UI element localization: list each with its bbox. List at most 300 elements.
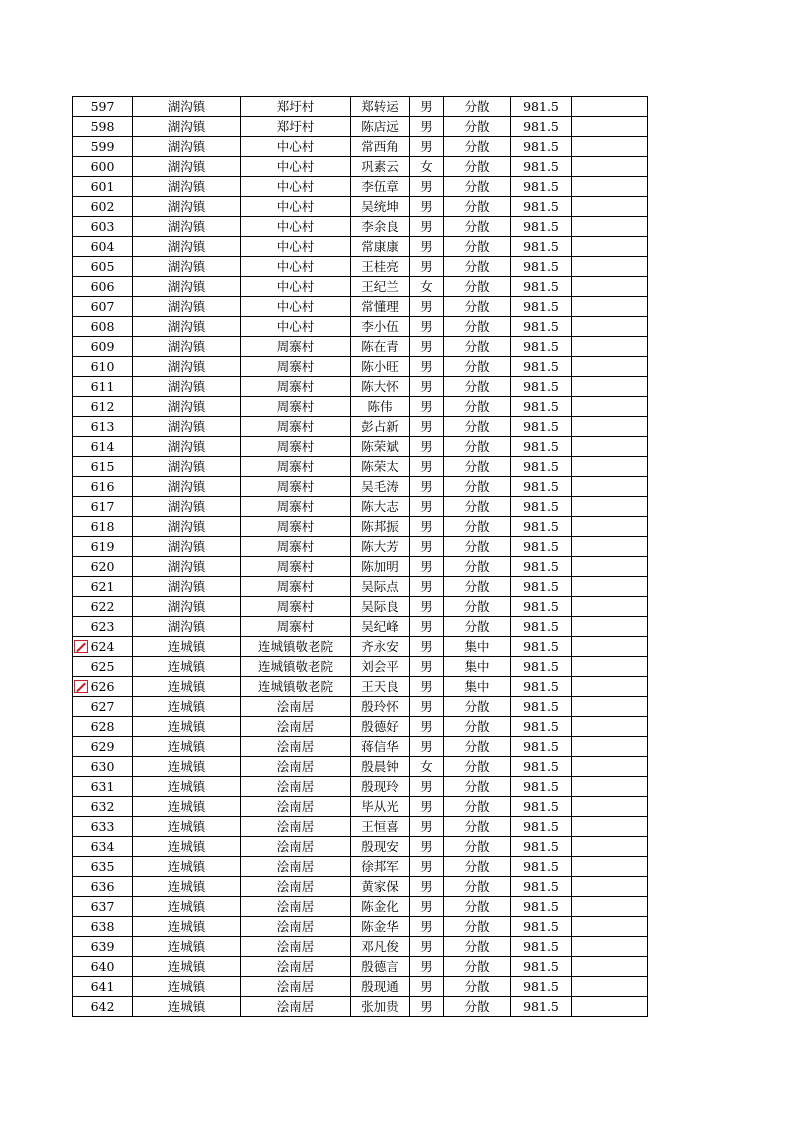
- cell-name[interactable]: 常康康: [351, 237, 410, 257]
- cell-support-type[interactable]: 分散: [444, 617, 511, 637]
- cell-support-type[interactable]: 分散: [444, 757, 511, 777]
- cell-support-type[interactable]: 分散: [444, 377, 511, 397]
- cell-number[interactable]: [73, 977, 133, 997]
- cell-town[interactable]: 湖沟镇: [133, 357, 241, 377]
- cell-support-type[interactable]: 分散: [444, 557, 511, 577]
- cell-remark[interactable]: [572, 277, 648, 297]
- cell-remark[interactable]: [572, 177, 648, 197]
- cell-number[interactable]: [73, 377, 133, 397]
- cell-amount[interactable]: 981.5: [511, 997, 572, 1017]
- cell-support-type[interactable]: 分散: [444, 937, 511, 957]
- cell-amount[interactable]: 981.5: [511, 197, 572, 217]
- cell-support-type[interactable]: 集中: [444, 657, 511, 677]
- cell-town[interactable]: 连城镇: [133, 777, 241, 797]
- cell-gender[interactable]: 男: [410, 777, 444, 797]
- cell-town[interactable]: 连城镇: [133, 937, 241, 957]
- cell-town[interactable]: 湖沟镇: [133, 537, 241, 557]
- cell-support-type[interactable]: 分散: [444, 297, 511, 317]
- cell-number[interactable]: [73, 117, 133, 137]
- cell-name[interactable]: 陈金化: [351, 897, 410, 917]
- cell-town[interactable]: 连城镇: [133, 857, 241, 877]
- cell-village[interactable]: 浍南居: [241, 797, 351, 817]
- cell-number[interactable]: [73, 597, 133, 617]
- cell-support-type[interactable]: 集中: [444, 677, 511, 697]
- cell-name[interactable]: 李小伍: [351, 317, 410, 337]
- cell-town[interactable]: 连城镇: [133, 997, 241, 1017]
- cell-remark[interactable]: [572, 117, 648, 137]
- cell-name[interactable]: 王桂亮: [351, 257, 410, 277]
- cell-gender[interactable]: 男: [410, 337, 444, 357]
- cell-remark[interactable]: [572, 437, 648, 457]
- cell-number[interactable]: [73, 417, 133, 437]
- cell-village[interactable]: 周寨村: [241, 497, 351, 517]
- cell-name[interactable]: 李余良: [351, 217, 410, 237]
- cell-number[interactable]: [73, 137, 133, 157]
- cell-number[interactable]: [73, 557, 133, 577]
- cell-number[interactable]: [73, 757, 133, 777]
- cell-amount[interactable]: 981.5: [511, 217, 572, 237]
- cell-amount[interactable]: 981.5: [511, 817, 572, 837]
- cell-village[interactable]: 浍南居: [241, 997, 351, 1017]
- cell-town[interactable]: 连城镇: [133, 637, 241, 657]
- cell-remark[interactable]: [572, 697, 648, 717]
- cell-town[interactable]: 湖沟镇: [133, 177, 241, 197]
- cell-town[interactable]: 湖沟镇: [133, 277, 241, 297]
- cell-name[interactable]: 齐永安: [351, 637, 410, 657]
- cell-town[interactable]: 连城镇: [133, 977, 241, 997]
- cell-village[interactable]: 浍南居: [241, 717, 351, 737]
- cell-town[interactable]: 连城镇: [133, 957, 241, 977]
- cell-number[interactable]: [73, 177, 133, 197]
- cell-amount[interactable]: 981.5: [511, 937, 572, 957]
- cell-remark[interactable]: [572, 517, 648, 537]
- cell-support-type[interactable]: 分散: [444, 897, 511, 917]
- cell-gender[interactable]: 男: [410, 177, 444, 197]
- cell-gender[interactable]: 男: [410, 957, 444, 977]
- cell-remark[interactable]: [572, 617, 648, 637]
- cell-number[interactable]: [73, 717, 133, 737]
- cell-name[interactable]: 殷玲怀: [351, 697, 410, 717]
- cell-amount[interactable]: 981.5: [511, 277, 572, 297]
- cell-gender[interactable]: 男: [410, 217, 444, 237]
- cell-town[interactable]: 连城镇: [133, 697, 241, 717]
- cell-town[interactable]: 湖沟镇: [133, 217, 241, 237]
- cell-name[interactable]: 陈在青: [351, 337, 410, 357]
- cell-amount[interactable]: 981.5: [511, 777, 572, 797]
- cell-amount[interactable]: 981.5: [511, 657, 572, 677]
- cell-remark[interactable]: [572, 897, 648, 917]
- cell-gender[interactable]: 男: [410, 617, 444, 637]
- cell-remark[interactable]: [572, 937, 648, 957]
- cell-support-type[interactable]: 分散: [444, 417, 511, 437]
- cell-gender[interactable]: 男: [410, 317, 444, 337]
- cell-village[interactable]: 中心村: [241, 257, 351, 277]
- cell-remark[interactable]: [572, 157, 648, 177]
- cell-remark[interactable]: [572, 797, 648, 817]
- cell-amount[interactable]: 981.5: [511, 837, 572, 857]
- cell-amount[interactable]: 981.5: [511, 737, 572, 757]
- cell-village[interactable]: 浍南居: [241, 757, 351, 777]
- cell-town[interactable]: 连城镇: [133, 677, 241, 697]
- cell-gender[interactable]: 女: [410, 757, 444, 777]
- cell-village[interactable]: 周寨村: [241, 337, 351, 357]
- cell-support-type[interactable]: 分散: [444, 217, 511, 237]
- cell-support-type[interactable]: 分散: [444, 817, 511, 837]
- cell-support-type[interactable]: 分散: [444, 477, 511, 497]
- cell-town[interactable]: 连城镇: [133, 737, 241, 757]
- cell-support-type[interactable]: 分散: [444, 517, 511, 537]
- cell-village[interactable]: 浍南居: [241, 977, 351, 997]
- cell-village[interactable]: 周寨村: [241, 617, 351, 637]
- cell-village[interactable]: 浍南居: [241, 877, 351, 897]
- cell-amount[interactable]: 981.5: [511, 137, 572, 157]
- cell-number[interactable]: [73, 157, 133, 177]
- cell-name[interactable]: 蒋信华: [351, 737, 410, 757]
- cell-town[interactable]: 湖沟镇: [133, 437, 241, 457]
- cell-name[interactable]: 刘会平: [351, 657, 410, 677]
- cell-support-type[interactable]: 分散: [444, 237, 511, 257]
- cell-amount[interactable]: 981.5: [511, 477, 572, 497]
- cell-town[interactable]: 连城镇: [133, 817, 241, 837]
- cell-support-type[interactable]: 分散: [444, 97, 511, 117]
- cell-gender[interactable]: 男: [410, 577, 444, 597]
- cell-name[interactable]: 陈大芳: [351, 537, 410, 557]
- cell-town[interactable]: 湖沟镇: [133, 417, 241, 437]
- cell-remark[interactable]: [572, 457, 648, 477]
- cell-number[interactable]: [73, 577, 133, 597]
- cell-amount[interactable]: 981.5: [511, 97, 572, 117]
- cell-town[interactable]: 湖沟镇: [133, 477, 241, 497]
- cell-number[interactable]: [73, 777, 133, 797]
- cell-remark[interactable]: [572, 397, 648, 417]
- cell-remark[interactable]: [572, 417, 648, 437]
- cell-gender[interactable]: 男: [410, 797, 444, 817]
- cell-support-type[interactable]: 分散: [444, 977, 511, 997]
- cell-amount[interactable]: 981.5: [511, 297, 572, 317]
- cell-number[interactable]: [73, 337, 133, 357]
- cell-name[interactable]: 彭占新: [351, 417, 410, 437]
- cell-support-type[interactable]: 分散: [444, 137, 511, 157]
- cell-gender[interactable]: 男: [410, 837, 444, 857]
- cell-gender[interactable]: 男: [410, 97, 444, 117]
- cell-town[interactable]: 湖沟镇: [133, 397, 241, 417]
- cell-village[interactable]: 浍南居: [241, 857, 351, 877]
- cell-amount[interactable]: 981.5: [511, 157, 572, 177]
- cell-number[interactable]: [73, 837, 133, 857]
- cell-name[interactable]: 徐邦军: [351, 857, 410, 877]
- cell-amount[interactable]: 981.5: [511, 417, 572, 437]
- cell-village[interactable]: 周寨村: [241, 377, 351, 397]
- cell-remark[interactable]: [572, 637, 648, 657]
- cell-name[interactable]: 陈荣太: [351, 457, 410, 477]
- cell-village[interactable]: 浍南居: [241, 817, 351, 837]
- cell-remark[interactable]: [572, 737, 648, 757]
- cell-name[interactable]: 吴毛涛: [351, 477, 410, 497]
- cell-village[interactable]: 中心村: [241, 317, 351, 337]
- cell-support-type[interactable]: 分散: [444, 497, 511, 517]
- cell-remark[interactable]: [572, 337, 648, 357]
- cell-gender[interactable]: 男: [410, 977, 444, 997]
- cell-village[interactable]: 中心村: [241, 137, 351, 157]
- cell-gender[interactable]: 女: [410, 277, 444, 297]
- cell-gender[interactable]: 男: [410, 917, 444, 937]
- cell-amount[interactable]: 981.5: [511, 757, 572, 777]
- cell-number[interactable]: [73, 237, 133, 257]
- cell-amount[interactable]: 981.5: [511, 597, 572, 617]
- cell-gender[interactable]: 男: [410, 537, 444, 557]
- cell-village[interactable]: 郑圩村: [241, 97, 351, 117]
- cell-village[interactable]: 周寨村: [241, 557, 351, 577]
- cell-village[interactable]: 中心村: [241, 217, 351, 237]
- cell-support-type[interactable]: 分散: [444, 797, 511, 817]
- cell-name[interactable]: 陈金华: [351, 917, 410, 937]
- cell-remark[interactable]: [572, 537, 648, 557]
- cell-amount[interactable]: 981.5: [511, 537, 572, 557]
- cell-name[interactable]: 殷德好: [351, 717, 410, 737]
- cell-support-type[interactable]: 分散: [444, 697, 511, 717]
- cell-amount[interactable]: 981.5: [511, 957, 572, 977]
- cell-amount[interactable]: 981.5: [511, 457, 572, 477]
- cell-number[interactable]: [73, 797, 133, 817]
- cell-name[interactable]: 王恒喜: [351, 817, 410, 837]
- cell-name[interactable]: 李伍章: [351, 177, 410, 197]
- cell-number[interactable]: [73, 317, 133, 337]
- cell-gender[interactable]: 男: [410, 637, 444, 657]
- cell-amount[interactable]: 981.5: [511, 337, 572, 357]
- cell-town[interactable]: 湖沟镇: [133, 517, 241, 537]
- cell-town[interactable]: 湖沟镇: [133, 597, 241, 617]
- cell-village[interactable]: 连城镇敬老院: [241, 657, 351, 677]
- cell-amount[interactable]: 981.5: [511, 397, 572, 417]
- cell-support-type[interactable]: 分散: [444, 457, 511, 477]
- cell-village[interactable]: 周寨村: [241, 597, 351, 617]
- cell-village[interactable]: 周寨村: [241, 437, 351, 457]
- cell-town[interactable]: 湖沟镇: [133, 137, 241, 157]
- cell-village[interactable]: 周寨村: [241, 357, 351, 377]
- pencil-icon[interactable]: [74, 640, 88, 653]
- cell-number[interactable]: [73, 917, 133, 937]
- cell-name[interactable]: 陈荣斌: [351, 437, 410, 457]
- cell-remark[interactable]: [572, 777, 648, 797]
- cell-remark[interactable]: [572, 257, 648, 277]
- cell-gender[interactable]: 男: [410, 417, 444, 437]
- cell-number[interactable]: [73, 497, 133, 517]
- cell-town[interactable]: 湖沟镇: [133, 157, 241, 177]
- cell-remark[interactable]: [572, 357, 648, 377]
- cell-town[interactable]: 湖沟镇: [133, 257, 241, 277]
- cell-name[interactable]: 吴统坤: [351, 197, 410, 217]
- cell-support-type[interactable]: 分散: [444, 317, 511, 337]
- cell-gender[interactable]: 女: [410, 157, 444, 177]
- cell-support-type[interactable]: 分散: [444, 877, 511, 897]
- cell-gender[interactable]: 男: [410, 297, 444, 317]
- cell-number[interactable]: [73, 277, 133, 297]
- cell-village[interactable]: 浍南居: [241, 837, 351, 857]
- cell-number[interactable]: [73, 397, 133, 417]
- cell-remark[interactable]: [572, 377, 648, 397]
- cell-town[interactable]: 湖沟镇: [133, 197, 241, 217]
- cell-village[interactable]: 连城镇敬老院: [241, 637, 351, 657]
- cell-remark[interactable]: [572, 857, 648, 877]
- cell-support-type[interactable]: 分散: [444, 777, 511, 797]
- cell-name[interactable]: 殷德言: [351, 957, 410, 977]
- cell-support-type[interactable]: 分散: [444, 257, 511, 277]
- cell-amount[interactable]: 981.5: [511, 557, 572, 577]
- cell-amount[interactable]: 981.5: [511, 897, 572, 917]
- cell-name[interactable]: 巩素云: [351, 157, 410, 177]
- cell-number[interactable]: [73, 257, 133, 277]
- cell-support-type[interactable]: 分散: [444, 337, 511, 357]
- cell-amount[interactable]: 981.5: [511, 357, 572, 377]
- cell-support-type[interactable]: 分散: [444, 997, 511, 1017]
- cell-name[interactable]: 殷现玲: [351, 777, 410, 797]
- cell-gender[interactable]: 男: [410, 857, 444, 877]
- cell-town[interactable]: 连城镇: [133, 717, 241, 737]
- cell-remark[interactable]: [572, 297, 648, 317]
- cell-town[interactable]: 连城镇: [133, 657, 241, 677]
- cell-amount[interactable]: 981.5: [511, 497, 572, 517]
- cell-remark[interactable]: [572, 197, 648, 217]
- cell-support-type[interactable]: 分散: [444, 837, 511, 857]
- cell-number[interactable]: [73, 457, 133, 477]
- cell-village[interactable]: 周寨村: [241, 477, 351, 497]
- cell-number[interactable]: [73, 657, 133, 677]
- cell-town[interactable]: 湖沟镇: [133, 297, 241, 317]
- cell-gender[interactable]: 男: [410, 357, 444, 377]
- cell-town[interactable]: 湖沟镇: [133, 97, 241, 117]
- cell-amount[interactable]: 981.5: [511, 637, 572, 657]
- cell-town[interactable]: 湖沟镇: [133, 577, 241, 597]
- cell-number[interactable]: [73, 437, 133, 457]
- cell-remark[interactable]: [572, 217, 648, 237]
- cell-name[interactable]: 陈店远: [351, 117, 410, 137]
- cell-gender[interactable]: 男: [410, 937, 444, 957]
- cell-remark[interactable]: [572, 957, 648, 977]
- cell-number[interactable]: [73, 617, 133, 637]
- cell-amount[interactable]: 981.5: [511, 677, 572, 697]
- cell-amount[interactable]: 981.5: [511, 797, 572, 817]
- cell-gender[interactable]: 男: [410, 897, 444, 917]
- cell-amount[interactable]: 981.5: [511, 377, 572, 397]
- cell-town[interactable]: 湖沟镇: [133, 117, 241, 137]
- cell-support-type[interactable]: 分散: [444, 537, 511, 557]
- cell-number[interactable]: [73, 897, 133, 917]
- cell-number[interactable]: [73, 357, 133, 377]
- cell-name[interactable]: 殷现通: [351, 977, 410, 997]
- cell-village[interactable]: 浍南居: [241, 897, 351, 917]
- cell-village[interactable]: 郑圩村: [241, 117, 351, 137]
- cell-remark[interactable]: [572, 677, 648, 697]
- cell-remark[interactable]: [572, 577, 648, 597]
- cell-name[interactable]: 王纪兰: [351, 277, 410, 297]
- cell-gender[interactable]: 男: [410, 117, 444, 137]
- cell-number[interactable]: [73, 697, 133, 717]
- cell-village[interactable]: 周寨村: [241, 457, 351, 477]
- cell-gender[interactable]: 男: [410, 677, 444, 697]
- cell-village[interactable]: 中心村: [241, 157, 351, 177]
- cell-amount[interactable]: 981.5: [511, 577, 572, 597]
- cell-village[interactable]: 浍南居: [241, 737, 351, 757]
- cell-amount[interactable]: 981.5: [511, 237, 572, 257]
- cell-name[interactable]: 常懂理: [351, 297, 410, 317]
- cell-town[interactable]: 连城镇: [133, 797, 241, 817]
- cell-number[interactable]: [73, 537, 133, 557]
- cell-gender[interactable]: 男: [410, 877, 444, 897]
- cell-gender[interactable]: 男: [410, 557, 444, 577]
- cell-gender[interactable]: 男: [410, 497, 444, 517]
- cell-support-type[interactable]: 分散: [444, 277, 511, 297]
- cell-amount[interactable]: 981.5: [511, 697, 572, 717]
- cell-gender[interactable]: 男: [410, 137, 444, 157]
- cell-village[interactable]: 周寨村: [241, 417, 351, 437]
- pencil-icon[interactable]: [74, 680, 88, 693]
- cell-number[interactable]: [73, 677, 133, 697]
- cell-support-type[interactable]: 分散: [444, 197, 511, 217]
- cell-gender[interactable]: 男: [410, 697, 444, 717]
- cell-gender[interactable]: 男: [410, 717, 444, 737]
- cell-name[interactable]: 郑转运: [351, 97, 410, 117]
- cell-town[interactable]: 湖沟镇: [133, 457, 241, 477]
- cell-number[interactable]: [73, 957, 133, 977]
- cell-number[interactable]: [73, 197, 133, 217]
- cell-town[interactable]: 湖沟镇: [133, 377, 241, 397]
- cell-name[interactable]: 吴际点: [351, 577, 410, 597]
- cell-number[interactable]: [73, 637, 133, 657]
- cell-amount[interactable]: 981.5: [511, 977, 572, 997]
- cell-village[interactable]: 中心村: [241, 237, 351, 257]
- cell-remark[interactable]: [572, 997, 648, 1017]
- cell-remark[interactable]: [572, 657, 648, 677]
- cell-village[interactable]: 周寨村: [241, 397, 351, 417]
- cell-remark[interactable]: [572, 757, 648, 777]
- cell-name[interactable]: 张加贵: [351, 997, 410, 1017]
- cell-remark[interactable]: [572, 597, 648, 617]
- cell-support-type[interactable]: 分散: [444, 597, 511, 617]
- cell-number[interactable]: [73, 997, 133, 1017]
- cell-support-type[interactable]: 分散: [444, 117, 511, 137]
- cell-village[interactable]: 浍南居: [241, 777, 351, 797]
- cell-number[interactable]: [73, 517, 133, 537]
- cell-support-type[interactable]: 分散: [444, 437, 511, 457]
- cell-support-type[interactable]: 分散: [444, 577, 511, 597]
- cell-name[interactable]: 陈邦振: [351, 517, 410, 537]
- cell-name[interactable]: 陈伟: [351, 397, 410, 417]
- cell-gender[interactable]: 男: [410, 457, 444, 477]
- cell-amount[interactable]: 981.5: [511, 317, 572, 337]
- cell-amount[interactable]: 981.5: [511, 437, 572, 457]
- cell-name[interactable]: 殷现安: [351, 837, 410, 857]
- cell-gender[interactable]: 男: [410, 597, 444, 617]
- cell-remark[interactable]: [572, 137, 648, 157]
- cell-village[interactable]: 中心村: [241, 197, 351, 217]
- cell-gender[interactable]: 男: [410, 437, 444, 457]
- cell-name[interactable]: 殷晨钟: [351, 757, 410, 777]
- cell-town[interactable]: 湖沟镇: [133, 337, 241, 357]
- cell-remark[interactable]: [572, 837, 648, 857]
- cell-name[interactable]: 毕从光: [351, 797, 410, 817]
- cell-village[interactable]: 浍南居: [241, 697, 351, 717]
- cell-gender[interactable]: 男: [410, 257, 444, 277]
- cell-town[interactable]: 湖沟镇: [133, 237, 241, 257]
- cell-village[interactable]: 周寨村: [241, 537, 351, 557]
- cell-town[interactable]: 湖沟镇: [133, 617, 241, 637]
- cell-support-type[interactable]: 分散: [444, 857, 511, 877]
- cell-amount[interactable]: 981.5: [511, 857, 572, 877]
- cell-town[interactable]: 湖沟镇: [133, 497, 241, 517]
- cell-name[interactable]: 吴际良: [351, 597, 410, 617]
- cell-number[interactable]: [73, 857, 133, 877]
- cell-support-type[interactable]: 分散: [444, 177, 511, 197]
